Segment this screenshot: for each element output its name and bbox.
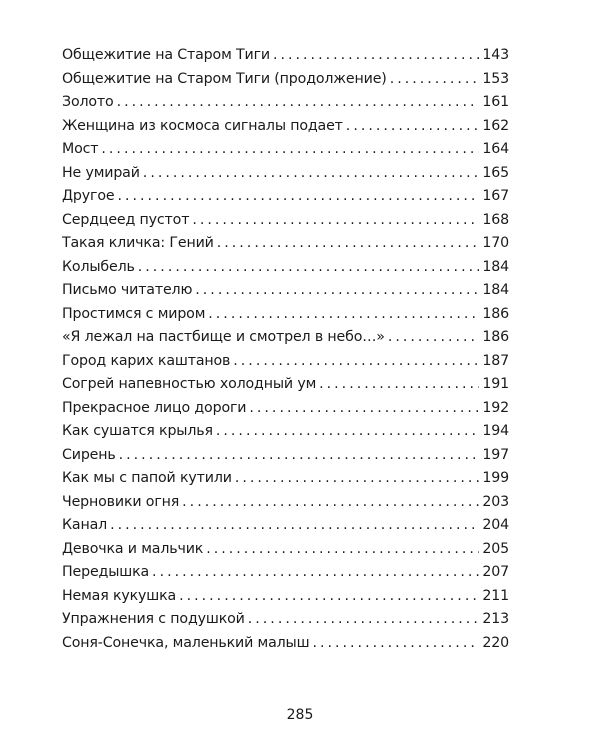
- toc-entry: [62, 68, 509, 92]
- entry-title: Такая кличка: Гений: [62, 235, 214, 251]
- entry-page: 186: [482, 305, 509, 322]
- entry-page: 165: [482, 164, 509, 181]
- entry-title: Немая кукушка: [62, 587, 177, 604]
- entry-title: Мост: [62, 141, 99, 157]
- toc-entry: [62, 138, 509, 162]
- entry-title: Соня-Сонечка, маленький малыш: [62, 634, 310, 651]
- page-number: 285: [286, 707, 314, 723]
- entry-page: 162: [482, 117, 509, 134]
- entry-title: Письмо читателю: [62, 282, 193, 298]
- entry-title: Женщина из космоса сигналы подает: [62, 117, 343, 134]
- toc-entry: [62, 373, 509, 397]
- entry-page: 204: [482, 517, 509, 533]
- dot-leader: [152, 561, 479, 585]
- dot-leader: [248, 608, 480, 632]
- entry-title: Канал: [62, 517, 108, 533]
- dot-leader: [143, 162, 480, 186]
- dot-leader: [192, 209, 479, 233]
- entry-page: 167: [482, 188, 509, 204]
- dot-leader: [101, 138, 479, 162]
- dot-leader: [110, 514, 479, 538]
- toc-entry: [62, 162, 509, 186]
- toc-entry: [62, 303, 509, 327]
- entry-page: 191: [482, 376, 509, 392]
- entry-title: Город карих каштанов: [62, 352, 231, 369]
- entry-page: 213: [482, 611, 509, 627]
- dot-leader: [208, 303, 479, 327]
- entry-page: 205: [482, 540, 509, 557]
- dot-leader: [249, 397, 479, 421]
- dot-leader: [117, 185, 479, 209]
- dot-leader: [319, 373, 479, 397]
- dot-leader: [390, 68, 480, 92]
- entry-title: Простимся с миром: [62, 305, 206, 322]
- entry-page: 161: [482, 94, 509, 110]
- toc-entry: [62, 256, 509, 280]
- entry-title: Как мы с папой кутили: [62, 470, 232, 486]
- toc-entry: [62, 491, 509, 515]
- dot-leader: [182, 491, 479, 515]
- toc-entry: [62, 326, 509, 350]
- entry-title: Другое: [62, 188, 115, 204]
- entry-title: Не умирай: [62, 164, 140, 181]
- toc-entry: [62, 209, 509, 233]
- toc-entry: [62, 91, 509, 115]
- toc-entry: [62, 444, 509, 468]
- entry-page: 186: [482, 329, 509, 345]
- toc-entry: [62, 538, 509, 562]
- toc-entry: [62, 185, 509, 209]
- entry-page: 199: [482, 470, 509, 486]
- toc-entry: [62, 632, 509, 656]
- dot-leader: [346, 115, 480, 139]
- dot-leader: [233, 350, 479, 374]
- dot-leader: [217, 232, 480, 256]
- entry-page: 203: [482, 493, 509, 510]
- entry-page: 143: [482, 47, 509, 63]
- entry-title: Согрей напевностью холодный ум: [62, 376, 317, 392]
- dot-leader: [273, 44, 479, 68]
- toc-entry: [62, 232, 509, 256]
- table-of-contents: [62, 44, 509, 655]
- toc-entry: [62, 397, 509, 421]
- entry-page: 164: [482, 141, 509, 157]
- dot-leader: [117, 91, 480, 115]
- entry-title: Общежитие на Старом Тиги (продолжение): [62, 70, 387, 87]
- entry-title: Упражнения с подушкой: [62, 611, 245, 627]
- toc-entry: [62, 350, 509, 374]
- entry-page: 220: [482, 634, 509, 651]
- toc-entry: [62, 279, 509, 303]
- entry-title: Сирень: [62, 446, 116, 463]
- toc-entry: [62, 514, 509, 538]
- entry-page: 168: [482, 211, 509, 228]
- dot-leader: [138, 256, 480, 280]
- entry-title: Черновики огня: [62, 493, 180, 510]
- toc-entry: [62, 44, 509, 68]
- entry-page: 184: [482, 282, 509, 298]
- dot-leader: [312, 632, 479, 656]
- entry-title: Как сушатся крылья: [62, 423, 213, 439]
- toc-entry: [62, 608, 509, 632]
- dot-leader: [216, 420, 479, 444]
- dot-leader: [206, 538, 479, 562]
- entry-title: Сердцеед пустот: [62, 211, 190, 228]
- toc-entry: [62, 420, 509, 444]
- entry-title: «Я лежал на пастбище и смотрел в небо…»: [62, 329, 385, 345]
- entry-page: 194: [482, 423, 509, 439]
- toc-entry: [62, 561, 509, 585]
- entry-title: Колыбель: [62, 258, 135, 275]
- dot-leader: [179, 585, 479, 609]
- entry-title: Девочка и мальчик: [62, 540, 204, 557]
- entry-title: Передышка: [62, 564, 150, 580]
- entry-page: 207: [482, 564, 509, 580]
- entry-page: 211: [482, 587, 509, 604]
- entry-title: Общежитие на Старом Тиги: [62, 47, 270, 63]
- toc-entry: [62, 467, 509, 491]
- entry-page: 153: [482, 70, 509, 87]
- entry-page: 197: [482, 446, 509, 463]
- entry-page: 170: [482, 235, 509, 251]
- dot-leader: [195, 279, 479, 303]
- toc-entry: [62, 585, 509, 609]
- dot-leader: [388, 326, 480, 350]
- toc-entry: [62, 115, 509, 139]
- dot-leader: [235, 467, 480, 491]
- entry-page: 184: [482, 258, 509, 275]
- dot-leader: [119, 444, 480, 468]
- entry-title: Золото: [62, 94, 114, 110]
- entry-page: 187: [482, 352, 509, 369]
- entry-title: Прекрасное лицо дороги: [62, 399, 247, 416]
- entry-page: 192: [482, 399, 509, 416]
